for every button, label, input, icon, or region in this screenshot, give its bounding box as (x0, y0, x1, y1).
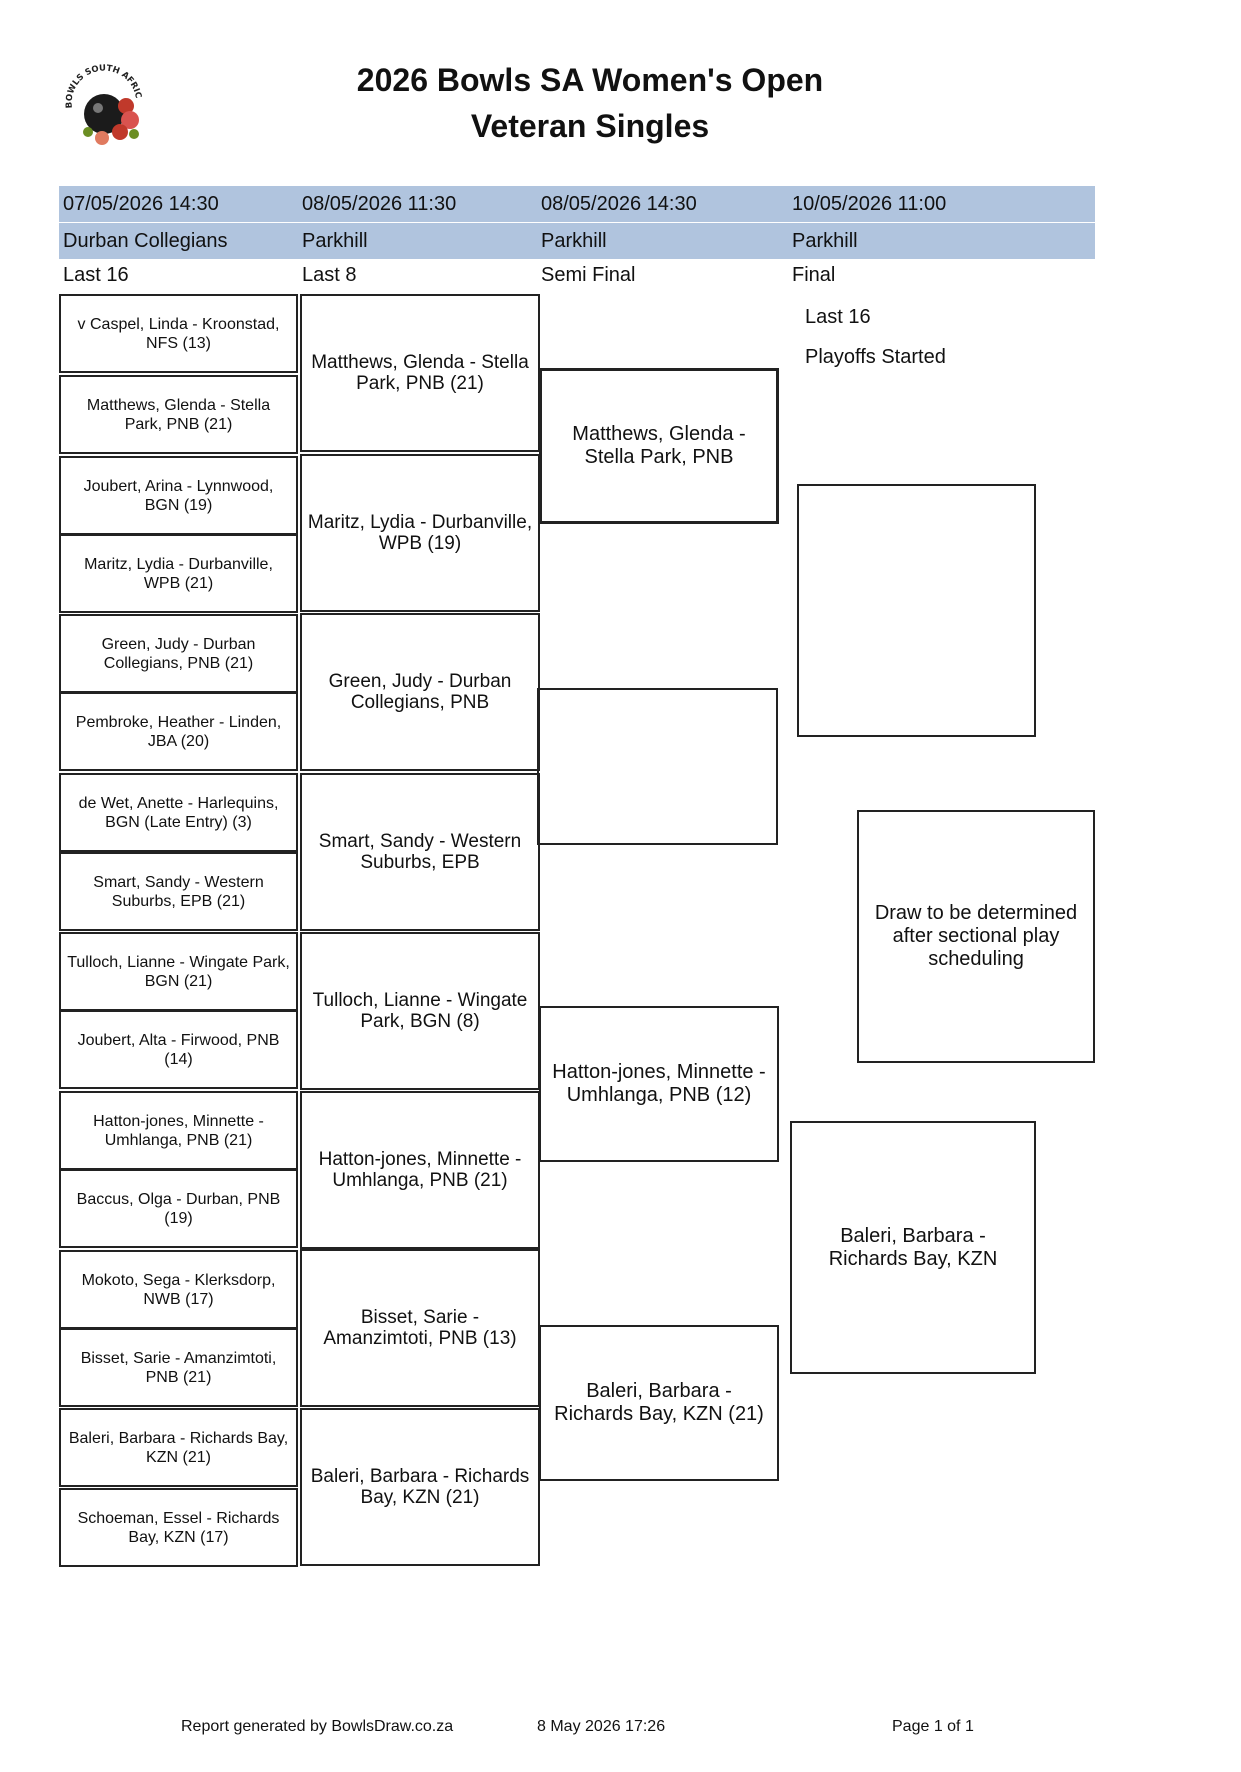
venue-last16: Durban Collegians (63, 230, 228, 252)
round-label-final: Final (792, 264, 836, 286)
round-label-semifinal: Semi Final (541, 264, 636, 286)
venue-last8: Parkhill (302, 230, 368, 252)
last16-match-box: Maritz, Lydia - Durbanville, WPB (21) (59, 534, 298, 613)
last16-match-box: Bisset, Sarie - Amanzimtoti, PNB (21) (59, 1328, 298, 1407)
last16-match-box: Joubert, Alta - Firwood, PNB (14) (59, 1010, 298, 1089)
final-match-box: Baleri, Barbara - Richards Bay, KZN (790, 1121, 1036, 1374)
datetime-last8: 08/05/2026 11:30 (302, 193, 457, 215)
svg-text:BOWLS SOUTH AFRICA: BOWLS SOUTH AFRIC (64, 63, 144, 109)
datetime-semifinal: 08/05/2026 14:30 (541, 193, 697, 215)
bowls-sa-logo (58, 58, 150, 150)
last16-match-box: Hatton-jones, Minnette - Umhlanga, PNB (21) (59, 1091, 298, 1170)
semifinal-match-box: Matthews, Glenda - Stella Park, PNB (539, 368, 779, 524)
last8-match-box: Hatton-jones, Minnette - Umhlanga, PNB (21) (300, 1091, 540, 1249)
semifinal-match-box (537, 688, 778, 845)
last8-match-box: Baleri, Barbara - Richards Bay, KZN (21) (300, 1408, 540, 1566)
schedule-datetime-row (59, 186, 1095, 222)
report-title: 2026 Bowls SA Women's Open (356, 62, 824, 98)
semifinal-match-box: Baleri, Barbara - Richards Bay, KZN (21) (539, 1325, 779, 1481)
venue-final: Parkhill (792, 230, 858, 252)
last8-match-box: Tulloch, Lianne - Wingate Park, BGN (8) (300, 932, 540, 1090)
last16-match-box: Schoeman, Essel - Richards Bay, KZN (17) (59, 1488, 298, 1567)
semifinal-match-box: Hatton-jones, Minnette - Umhlanga, PNB (12) (539, 1006, 779, 1162)
footer-page-number: Page 1 of 1 (892, 1718, 974, 1735)
last8-match-box: Smart, Sandy - Western Suburbs, EPB (300, 773, 540, 931)
last16-match-box: Baccus, Olga - Durban, PNB (19) (59, 1169, 298, 1248)
last16-match-box: Mokoto, Sega - Klerksdorp, NWB (17) (59, 1250, 298, 1329)
last16-match-box: Tulloch, Lianne - Wingate Park, BGN (21) (59, 932, 298, 1011)
last8-match-box: Green, Judy - Durban Collegians, PNB (300, 613, 540, 771)
report-subtitle: Veteran Singles (470, 108, 710, 144)
last8-match-box: Matthews, Glenda - Stella Park, PNB (21) (300, 294, 540, 452)
last16-match-box: Pembroke, Heather - Linden, JBA (20) (59, 692, 298, 771)
status-stage: Last 16 (805, 306, 871, 328)
last16-match-box: Smart, Sandy - Western Suburbs, EPB (21) (59, 852, 298, 931)
status-state: Playoffs Started (805, 346, 946, 368)
last16-match-box: Green, Judy - Durban Collegians, PNB (21) (59, 614, 298, 693)
round-label-last16: Last 16 (63, 264, 129, 286)
footer-generated-by: Report generated by BowlsDraw.co.za (181, 1718, 454, 1735)
footer-timestamp: 8 May 2026 17:26 (537, 1718, 666, 1735)
datetime-last16: 07/05/2026 14:30 (63, 193, 219, 215)
final-draw-note-box: Draw to be determined after sectional play scheduling (857, 810, 1095, 1063)
schedule-venue-row (59, 223, 1095, 259)
last8-match-box: Maritz, Lydia - Durbanville, WPB (19) (300, 454, 540, 612)
datetime-final: 10/05/2026 11:00 (792, 193, 947, 215)
last16-match-box: v Caspel, Linda - Kroonstad, NFS (13) (59, 294, 298, 373)
last16-match-box: de Wet, Anette - Harlequins, BGN (Late Entry) (3) (59, 773, 298, 852)
venue-semifinal: Parkhill (541, 230, 607, 252)
round-label-last8: Last 8 (302, 264, 357, 286)
last16-match-box: Matthews, Glenda - Stella Park, PNB (21) (59, 375, 298, 454)
final-match-box (797, 484, 1036, 737)
last16-match-box: Baleri, Barbara - Richards Bay, KZN (21) (59, 1408, 298, 1487)
last16-match-box: Joubert, Arina - Lynnwood, BGN (19) (59, 456, 298, 535)
last8-match-box: Bisset, Sarie - Amanzimtoti, PNB (13) (300, 1249, 540, 1407)
